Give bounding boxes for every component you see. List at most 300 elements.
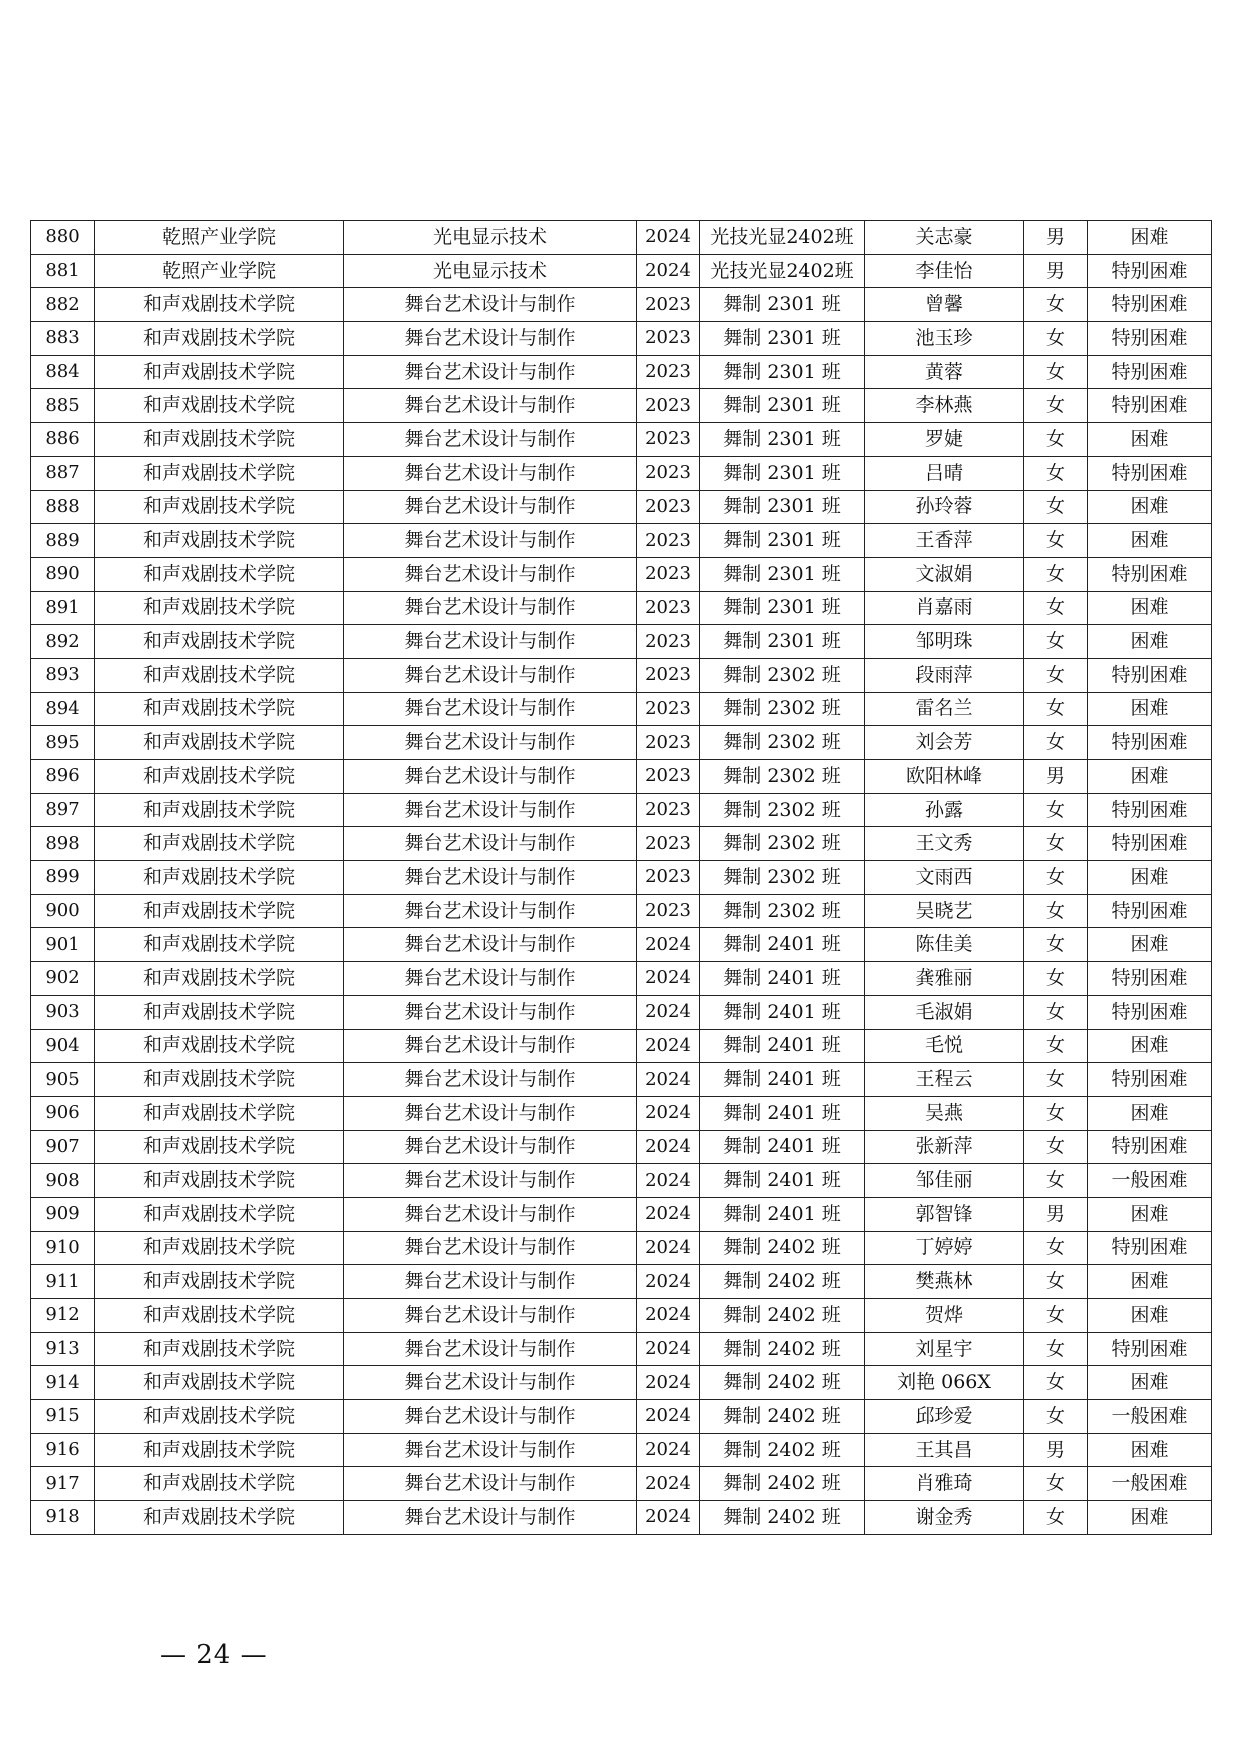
student-name-cell: 刘星宇 — [865, 1332, 1024, 1366]
difficulty-level-cell: 特别困难 — [1088, 658, 1212, 692]
difficulty-level-cell: 特别困难 — [1088, 557, 1212, 591]
student-name-cell: 王文秀 — [865, 827, 1024, 861]
student-name-cell: 罗婕 — [865, 423, 1024, 457]
student-name-cell: 邹佳丽 — [865, 1164, 1024, 1198]
grade-year-cell: 2024 — [637, 1501, 700, 1535]
seq-no-cell: 893 — [31, 658, 95, 692]
student-name-cell: 雷名兰 — [865, 692, 1024, 726]
major-cell: 舞台艺术设计与制作 — [344, 389, 637, 423]
class-cell: 光技光显2402班 — [700, 221, 865, 255]
class-cell: 舞制 2401 班 — [700, 928, 865, 962]
college-cell: 乾照产业学院 — [95, 254, 344, 288]
difficulty-level-cell: 一般困难 — [1088, 1467, 1212, 1501]
gender-cell: 女 — [1024, 591, 1088, 625]
student-name-cell: 肖嘉雨 — [865, 591, 1024, 625]
table-row — [31, 760, 1212, 794]
college-cell: 和声戏剧技术学院 — [95, 692, 344, 726]
grade-year-cell: 2023 — [637, 322, 700, 356]
student-name-cell: 黄蓉 — [865, 355, 1024, 389]
college-cell: 和声戏剧技术学院 — [95, 1467, 344, 1501]
student-name-cell: 吴晓艺 — [865, 894, 1024, 928]
college-cell: 和声戏剧技术学院 — [95, 726, 344, 760]
gender-cell: 女 — [1024, 1467, 1088, 1501]
grade-year-cell: 2024 — [637, 1029, 700, 1063]
student-name-cell: 邹明珠 — [865, 625, 1024, 659]
student-name-cell: 毛淑娟 — [865, 995, 1024, 1029]
seq-no-cell: 896 — [31, 760, 95, 794]
difficulty-level-cell: 特别困难 — [1088, 726, 1212, 760]
gender-cell: 女 — [1024, 827, 1088, 861]
college-cell: 和声戏剧技术学院 — [95, 1231, 344, 1265]
gender-cell: 女 — [1024, 1299, 1088, 1333]
seq-no-cell: 917 — [31, 1467, 95, 1501]
gender-cell: 女 — [1024, 995, 1088, 1029]
difficulty-level-cell: 特别困难 — [1088, 793, 1212, 827]
class-cell: 光技光显2402班 — [700, 254, 865, 288]
table-row — [31, 591, 1212, 625]
major-cell: 舞台艺术设计与制作 — [344, 692, 637, 726]
seq-no-cell: 914 — [31, 1366, 95, 1400]
seq-no-cell: 899 — [31, 861, 95, 895]
grade-year-cell: 2023 — [637, 760, 700, 794]
difficulty-level-cell: 特别困难 — [1088, 1063, 1212, 1097]
major-cell: 舞台艺术设计与制作 — [344, 322, 637, 356]
grade-year-cell: 2023 — [637, 389, 700, 423]
table-row — [31, 1400, 1212, 1434]
college-cell: 和声戏剧技术学院 — [95, 1366, 344, 1400]
class-cell: 舞制 2301 班 — [700, 524, 865, 558]
class-cell: 舞制 2301 班 — [700, 625, 865, 659]
student-name-cell: 李林燕 — [865, 389, 1024, 423]
difficulty-level-cell: 困难 — [1088, 861, 1212, 895]
seq-no-cell: 903 — [31, 995, 95, 1029]
student-name-cell: 郭智锋 — [865, 1197, 1024, 1231]
grade-year-cell: 2024 — [637, 1063, 700, 1097]
difficulty-level-cell: 特别困难 — [1088, 962, 1212, 996]
major-cell: 舞台艺术设计与制作 — [344, 1433, 637, 1467]
grade-year-cell: 2023 — [637, 456, 700, 490]
major-cell: 舞台艺术设计与制作 — [344, 995, 637, 1029]
class-cell: 舞制 2302 班 — [700, 861, 865, 895]
student-name-cell: 龚雅丽 — [865, 962, 1024, 996]
grade-year-cell: 2023 — [637, 793, 700, 827]
college-cell: 和声戏剧技术学院 — [95, 1029, 344, 1063]
difficulty-level-cell: 困难 — [1088, 524, 1212, 558]
table-row — [31, 1332, 1212, 1366]
major-cell: 舞台艺术设计与制作 — [344, 423, 637, 457]
table-row — [31, 827, 1212, 861]
student-name-cell: 谢金秀 — [865, 1501, 1024, 1535]
major-cell: 舞台艺术设计与制作 — [344, 355, 637, 389]
class-cell: 舞制 2401 班 — [700, 962, 865, 996]
table-row — [31, 322, 1212, 356]
major-cell: 舞台艺术设计与制作 — [344, 1332, 637, 1366]
class-cell: 舞制 2402 班 — [700, 1332, 865, 1366]
gender-cell: 女 — [1024, 423, 1088, 457]
gender-cell: 女 — [1024, 793, 1088, 827]
gender-cell: 女 — [1024, 456, 1088, 490]
major-cell: 舞台艺术设计与制作 — [344, 962, 637, 996]
class-cell: 舞制 2301 班 — [700, 389, 865, 423]
grade-year-cell: 2024 — [637, 1299, 700, 1333]
difficulty-level-cell: 特别困难 — [1088, 1130, 1212, 1164]
grade-year-cell: 2024 — [637, 254, 700, 288]
major-cell: 舞台艺术设计与制作 — [344, 894, 637, 928]
student-name-cell: 刘会芳 — [865, 726, 1024, 760]
gender-cell: 女 — [1024, 1130, 1088, 1164]
grade-year-cell: 2023 — [637, 557, 700, 591]
class-cell: 舞制 2402 班 — [700, 1433, 865, 1467]
seq-no-cell: 885 — [31, 389, 95, 423]
gender-cell: 女 — [1024, 389, 1088, 423]
student-name-cell: 关志豪 — [865, 221, 1024, 255]
college-cell: 和声戏剧技术学院 — [95, 760, 344, 794]
difficulty-level-cell: 特别困难 — [1088, 254, 1212, 288]
gender-cell: 女 — [1024, 894, 1088, 928]
gender-cell: 女 — [1024, 1096, 1088, 1130]
table-row — [31, 1130, 1212, 1164]
student-name-cell: 段雨萍 — [865, 658, 1024, 692]
class-cell: 舞制 2302 班 — [700, 658, 865, 692]
grade-year-cell: 2023 — [637, 524, 700, 558]
seq-no-cell: 901 — [31, 928, 95, 962]
table-row — [31, 1063, 1212, 1097]
class-cell: 舞制 2402 班 — [700, 1400, 865, 1434]
class-cell: 舞制 2302 班 — [700, 894, 865, 928]
grade-year-cell: 2024 — [637, 1265, 700, 1299]
class-cell: 舞制 2301 班 — [700, 490, 865, 524]
seq-no-cell: 881 — [31, 254, 95, 288]
difficulty-level-cell: 困难 — [1088, 1029, 1212, 1063]
student-name-cell: 丁婷婷 — [865, 1231, 1024, 1265]
seq-no-cell: 898 — [31, 827, 95, 861]
college-cell: 和声戏剧技术学院 — [95, 1400, 344, 1434]
gender-cell: 女 — [1024, 490, 1088, 524]
college-cell: 和声戏剧技术学院 — [95, 962, 344, 996]
table-row — [31, 793, 1212, 827]
gender-cell: 女 — [1024, 288, 1088, 322]
major-cell: 舞台艺术设计与制作 — [344, 760, 637, 794]
table-row — [31, 1096, 1212, 1130]
difficulty-level-cell: 特别困难 — [1088, 322, 1212, 356]
class-cell: 舞制 2302 班 — [700, 793, 865, 827]
major-cell: 光电显示技术 — [344, 221, 637, 255]
table-row — [31, 1433, 1212, 1467]
grade-year-cell: 2023 — [637, 658, 700, 692]
seq-no-cell: 892 — [31, 625, 95, 659]
seq-no-cell: 904 — [31, 1029, 95, 1063]
grade-year-cell: 2024 — [637, 1332, 700, 1366]
gender-cell: 女 — [1024, 1366, 1088, 1400]
seq-no-cell: 906 — [31, 1096, 95, 1130]
gender-cell: 男 — [1024, 760, 1088, 794]
difficulty-level-cell: 困难 — [1088, 760, 1212, 794]
difficulty-level-cell: 特别困难 — [1088, 355, 1212, 389]
difficulty-level-cell: 困难 — [1088, 1433, 1212, 1467]
seq-no-cell: 890 — [31, 557, 95, 591]
student-name-cell: 欧阳林峰 — [865, 760, 1024, 794]
table-row — [31, 254, 1212, 288]
difficulty-level-cell: 困难 — [1088, 692, 1212, 726]
grade-year-cell: 2023 — [637, 894, 700, 928]
table-row — [31, 726, 1212, 760]
seq-no-cell: 886 — [31, 423, 95, 457]
major-cell: 舞台艺术设计与制作 — [344, 1063, 637, 1097]
grade-year-cell: 2023 — [637, 288, 700, 322]
seq-no-cell: 918 — [31, 1501, 95, 1535]
major-cell: 舞台艺术设计与制作 — [344, 456, 637, 490]
gender-cell: 女 — [1024, 355, 1088, 389]
seq-no-cell: 902 — [31, 962, 95, 996]
student-name-cell: 孙玲蓉 — [865, 490, 1024, 524]
table-row — [31, 658, 1212, 692]
class-cell: 舞制 2402 班 — [700, 1231, 865, 1265]
class-cell: 舞制 2402 班 — [700, 1501, 865, 1535]
grade-year-cell: 2024 — [637, 1366, 700, 1400]
seq-no-cell: 915 — [31, 1400, 95, 1434]
gender-cell: 女 — [1024, 962, 1088, 996]
gender-cell: 女 — [1024, 1400, 1088, 1434]
table-row — [31, 1467, 1212, 1501]
grade-year-cell: 2024 — [637, 928, 700, 962]
difficulty-level-cell: 困难 — [1088, 423, 1212, 457]
college-cell: 和声戏剧技术学院 — [95, 1130, 344, 1164]
class-cell: 舞制 2302 班 — [700, 827, 865, 861]
major-cell: 舞台艺术设计与制作 — [344, 524, 637, 558]
college-cell: 和声戏剧技术学院 — [95, 894, 344, 928]
student-name-cell: 贺烨 — [865, 1299, 1024, 1333]
difficulty-level-cell: 特别困难 — [1088, 288, 1212, 322]
class-cell: 舞制 2301 班 — [700, 355, 865, 389]
table-row — [31, 288, 1212, 322]
class-cell: 舞制 2302 班 — [700, 760, 865, 794]
grade-year-cell: 2023 — [637, 861, 700, 895]
seq-no-cell: 912 — [31, 1299, 95, 1333]
major-cell: 舞台艺术设计与制作 — [344, 1299, 637, 1333]
seq-no-cell: 911 — [31, 1265, 95, 1299]
difficulty-level-cell: 特别困难 — [1088, 995, 1212, 1029]
seq-no-cell: 894 — [31, 692, 95, 726]
difficulty-level-cell: 困难 — [1088, 1366, 1212, 1400]
class-cell: 舞制 2301 班 — [700, 591, 865, 625]
class-cell: 舞制 2401 班 — [700, 1164, 865, 1198]
difficulty-level-cell: 困难 — [1088, 1096, 1212, 1130]
difficulty-level-cell: 困难 — [1088, 221, 1212, 255]
college-cell: 和声戏剧技术学院 — [95, 1299, 344, 1333]
college-cell: 和声戏剧技术学院 — [95, 1096, 344, 1130]
table-row — [31, 995, 1212, 1029]
class-cell: 舞制 2402 班 — [700, 1299, 865, 1333]
college-cell: 和声戏剧技术学院 — [95, 288, 344, 322]
seq-no-cell: 897 — [31, 793, 95, 827]
class-cell: 舞制 2402 班 — [700, 1366, 865, 1400]
grade-year-cell: 2024 — [637, 1197, 700, 1231]
table-row — [31, 423, 1212, 457]
class-cell: 舞制 2401 班 — [700, 1197, 865, 1231]
college-cell: 和声戏剧技术学院 — [95, 389, 344, 423]
grade-year-cell: 2023 — [637, 423, 700, 457]
major-cell: 舞台艺术设计与制作 — [344, 288, 637, 322]
grade-year-cell: 2023 — [637, 591, 700, 625]
seq-no-cell: 913 — [31, 1332, 95, 1366]
difficulty-level-cell: 特别困难 — [1088, 894, 1212, 928]
gender-cell: 女 — [1024, 928, 1088, 962]
college-cell: 和声戏剧技术学院 — [95, 591, 344, 625]
table-row — [31, 894, 1212, 928]
student-name-cell: 曾馨 — [865, 288, 1024, 322]
grade-year-cell: 2023 — [637, 827, 700, 861]
table-row — [31, 557, 1212, 591]
gender-cell: 女 — [1024, 1029, 1088, 1063]
college-cell: 和声戏剧技术学院 — [95, 1164, 344, 1198]
major-cell: 舞台艺术设计与制作 — [344, 726, 637, 760]
table-row — [31, 456, 1212, 490]
student-name-cell: 张新萍 — [865, 1130, 1024, 1164]
gender-cell: 男 — [1024, 1433, 1088, 1467]
table-row — [31, 490, 1212, 524]
seq-no-cell: 895 — [31, 726, 95, 760]
difficulty-level-cell: 困难 — [1088, 625, 1212, 659]
grade-year-cell: 2024 — [637, 1231, 700, 1265]
student-name-cell: 刘艳 066X — [865, 1366, 1024, 1400]
grade-year-cell: 2024 — [637, 221, 700, 255]
college-cell: 和声戏剧技术学院 — [95, 827, 344, 861]
table-row — [31, 861, 1212, 895]
seq-no-cell: 916 — [31, 1433, 95, 1467]
class-cell: 舞制 2401 班 — [700, 995, 865, 1029]
seq-no-cell: 908 — [31, 1164, 95, 1198]
difficulty-level-cell: 特别困难 — [1088, 1332, 1212, 1366]
major-cell: 舞台艺术设计与制作 — [344, 1467, 637, 1501]
grade-year-cell: 2024 — [637, 962, 700, 996]
major-cell: 舞台艺术设计与制作 — [344, 861, 637, 895]
college-cell: 和声戏剧技术学院 — [95, 355, 344, 389]
difficulty-level-cell: 特别困难 — [1088, 456, 1212, 490]
seq-no-cell: 888 — [31, 490, 95, 524]
seq-no-cell: 880 — [31, 221, 95, 255]
college-cell: 和声戏剧技术学院 — [95, 322, 344, 356]
college-cell: 和声戏剧技术学院 — [95, 1063, 344, 1097]
college-cell: 和声戏剧技术学院 — [95, 423, 344, 457]
major-cell: 舞台艺术设计与制作 — [344, 1265, 637, 1299]
college-cell: 和声戏剧技术学院 — [95, 1197, 344, 1231]
major-cell: 舞台艺术设计与制作 — [344, 591, 637, 625]
student-name-cell: 樊燕林 — [865, 1265, 1024, 1299]
seq-no-cell: 905 — [31, 1063, 95, 1097]
gender-cell: 女 — [1024, 322, 1088, 356]
college-cell: 和声戏剧技术学院 — [95, 524, 344, 558]
student-name-cell: 王香萍 — [865, 524, 1024, 558]
table-row — [31, 692, 1212, 726]
student-name-cell: 孙露 — [865, 793, 1024, 827]
college-cell: 乾照产业学院 — [95, 221, 344, 255]
table-row — [31, 1231, 1212, 1265]
gender-cell: 女 — [1024, 658, 1088, 692]
class-cell: 舞制 2301 班 — [700, 288, 865, 322]
difficulty-level-cell: 困难 — [1088, 1265, 1212, 1299]
class-cell: 舞制 2302 班 — [700, 726, 865, 760]
college-cell: 和声戏剧技术学院 — [95, 928, 344, 962]
table-row — [31, 625, 1212, 659]
difficulty-level-cell: 一般困难 — [1088, 1400, 1212, 1434]
seq-no-cell: 883 — [31, 322, 95, 356]
major-cell: 舞台艺术设计与制作 — [344, 1197, 637, 1231]
college-cell: 和声戏剧技术学院 — [95, 658, 344, 692]
table-row — [31, 928, 1212, 962]
grade-year-cell: 2024 — [637, 1400, 700, 1434]
gender-cell: 女 — [1024, 1231, 1088, 1265]
major-cell: 舞台艺术设计与制作 — [344, 557, 637, 591]
seq-no-cell: 900 — [31, 894, 95, 928]
major-cell: 舞台艺术设计与制作 — [344, 1231, 637, 1265]
major-cell: 舞台艺术设计与制作 — [344, 1501, 637, 1535]
major-cell: 舞台艺术设计与制作 — [344, 1096, 637, 1130]
class-cell: 舞制 2301 班 — [700, 423, 865, 457]
student-name-cell: 吕晴 — [865, 456, 1024, 490]
major-cell: 舞台艺术设计与制作 — [344, 1130, 637, 1164]
gender-cell: 女 — [1024, 1164, 1088, 1198]
gender-cell: 女 — [1024, 524, 1088, 558]
seq-no-cell: 884 — [31, 355, 95, 389]
difficulty-level-cell: 困难 — [1088, 1299, 1212, 1333]
student-name-cell: 肖雅琦 — [865, 1467, 1024, 1501]
difficulty-level-cell: 困难 — [1088, 928, 1212, 962]
gender-cell: 女 — [1024, 692, 1088, 726]
seq-no-cell: 909 — [31, 1197, 95, 1231]
class-cell: 舞制 2401 班 — [700, 1096, 865, 1130]
college-cell: 和声戏剧技术学院 — [95, 1501, 344, 1535]
gender-cell: 男 — [1024, 254, 1088, 288]
gender-cell: 女 — [1024, 1501, 1088, 1535]
gender-cell: 女 — [1024, 1063, 1088, 1097]
student-name-cell: 王程云 — [865, 1063, 1024, 1097]
seq-no-cell: 910 — [31, 1231, 95, 1265]
student-name-cell: 王其昌 — [865, 1433, 1024, 1467]
page-number: — 24 — — [160, 1640, 268, 1670]
table-row — [31, 355, 1212, 389]
college-cell: 和声戏剧技术学院 — [95, 793, 344, 827]
student-name-cell: 李佳怡 — [865, 254, 1024, 288]
gender-cell: 女 — [1024, 726, 1088, 760]
student-name-cell: 文雨西 — [865, 861, 1024, 895]
class-cell: 舞制 2401 班 — [700, 1029, 865, 1063]
table-row — [31, 1029, 1212, 1063]
table-body — [31, 221, 1212, 1535]
seq-no-cell: 882 — [31, 288, 95, 322]
seq-no-cell: 891 — [31, 591, 95, 625]
class-cell: 舞制 2402 班 — [700, 1467, 865, 1501]
class-cell: 舞制 2301 班 — [700, 322, 865, 356]
grade-year-cell: 2024 — [637, 1096, 700, 1130]
gender-cell: 女 — [1024, 1265, 1088, 1299]
table-row — [31, 1197, 1212, 1231]
grade-year-cell: 2024 — [637, 1164, 700, 1198]
college-cell: 和声戏剧技术学院 — [95, 1265, 344, 1299]
student-name-cell: 陈佳美 — [865, 928, 1024, 962]
major-cell: 舞台艺术设计与制作 — [344, 1029, 637, 1063]
major-cell: 舞台艺术设计与制作 — [344, 827, 637, 861]
student-roster-table — [30, 220, 1212, 1535]
major-cell: 舞台艺术设计与制作 — [344, 1366, 637, 1400]
major-cell: 舞台艺术设计与制作 — [344, 658, 637, 692]
class-cell: 舞制 2302 班 — [700, 692, 865, 726]
difficulty-level-cell: 困难 — [1088, 490, 1212, 524]
college-cell: 和声戏剧技术学院 — [95, 995, 344, 1029]
seq-no-cell: 907 — [31, 1130, 95, 1164]
seq-no-cell: 889 — [31, 524, 95, 558]
difficulty-level-cell: 特别困难 — [1088, 1231, 1212, 1265]
grade-year-cell: 2024 — [637, 1130, 700, 1164]
